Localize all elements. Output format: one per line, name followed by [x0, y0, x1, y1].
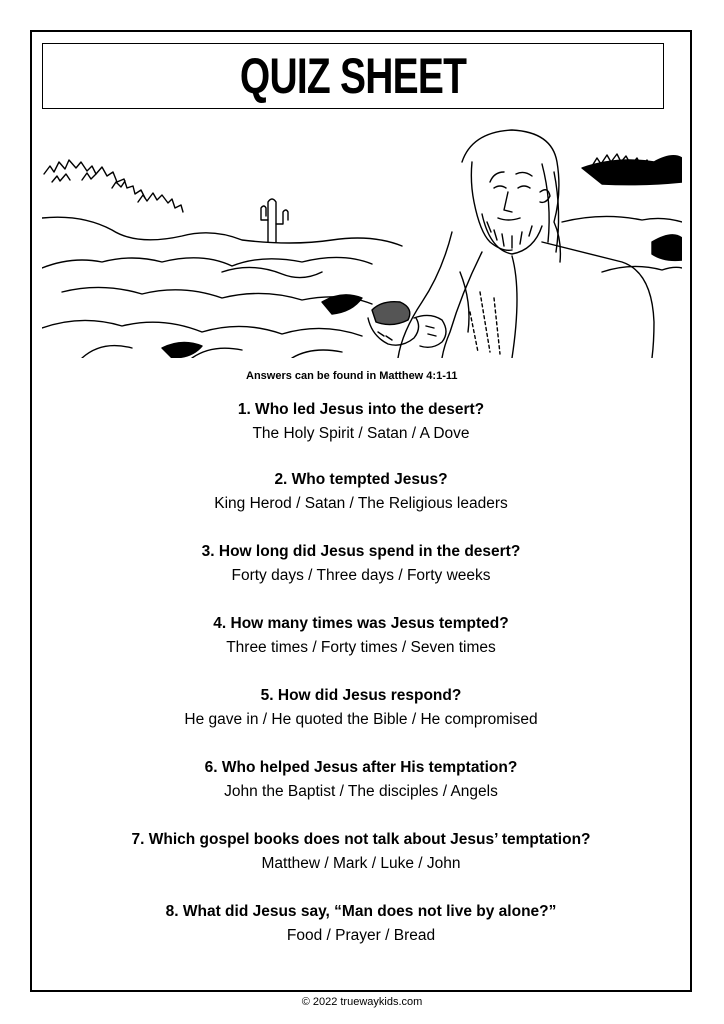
copyright-footer: © 2022 truewaykids.com: [301, 996, 423, 1008]
question-text: 6. Who helped Jesus after His temptation?: [204, 759, 518, 776]
answer-options: Three times / Forty times / Seven times: [226, 639, 496, 656]
question-1: [30, 400, 692, 444]
answer-options: John the Baptist / The disciples / Angels: [224, 783, 498, 800]
question-text: 2. Who tempted Jesus?: [274, 471, 448, 488]
page-title: QUIZ SHEET: [239, 48, 467, 104]
question-text: 1. Who led Jesus into the desert?: [237, 401, 485, 418]
answer-options: He gave in / He quoted the Bible / He compromised: [184, 711, 538, 728]
answer-options: Food / Prayer / Bread: [286, 927, 436, 944]
question-text: 7. Which gospel books does not talk about Jesus’ temptation?: [131, 831, 591, 848]
answer-options: Matthew / Mark / Luke / John: [261, 855, 461, 872]
question-7: [30, 830, 692, 874]
answer-options: King Herod / Satan / The Religious leaders: [214, 495, 508, 512]
question-text: 5. How did Jesus respond?: [260, 687, 462, 704]
jesus-in-desert-illustration: [42, 122, 682, 358]
question-6: [30, 758, 692, 802]
question-text: 8. What did Jesus say, “Man does not live by alone?”: [165, 903, 557, 920]
question-2: [30, 470, 692, 514]
question-5: [30, 686, 692, 730]
question-4: [30, 614, 692, 658]
answer-reference: Answers can be found in Matthew 4:1-11: [246, 370, 458, 382]
title-box: [42, 43, 664, 109]
question-8: [30, 902, 692, 946]
question-text: 3. How long did Jesus spend in the desert?: [201, 543, 521, 560]
answer-options: The Holy Spirit / Satan / A Dove: [252, 425, 470, 442]
question-text: 4. How many times was Jesus tempted?: [213, 615, 509, 632]
answer-options: Forty days / Three days / Forty weeks: [231, 567, 491, 584]
question-3: [30, 542, 692, 586]
